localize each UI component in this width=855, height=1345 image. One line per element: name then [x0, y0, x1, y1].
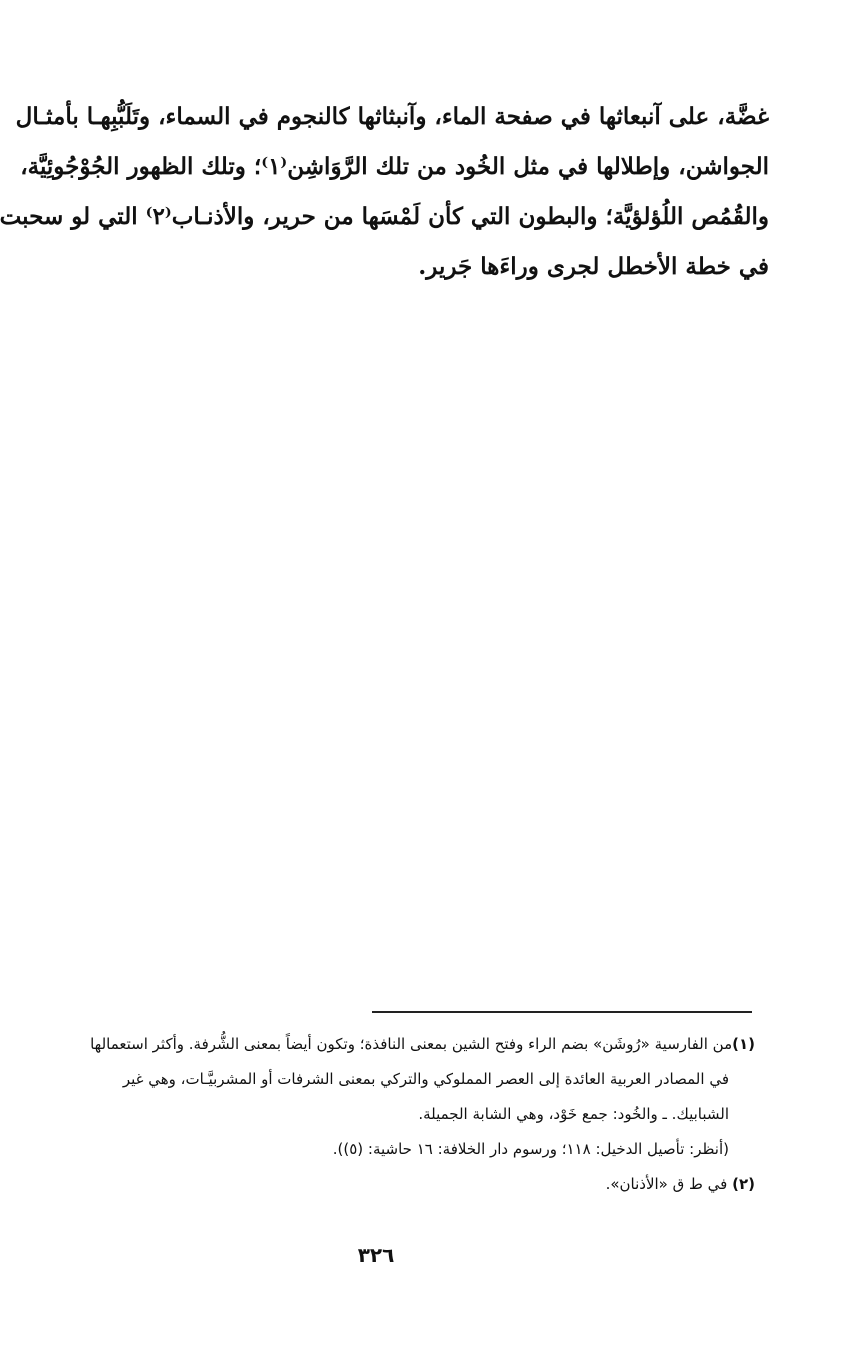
footnote-2-text: في ط ق «الأذنان». — [605, 1175, 728, 1193]
footnote-1-line-1 — [7, 1027, 755, 1062]
footnote-1-text: من الفارسية «رُوشَن» بضم الراء وفتح الشين بمعنى النافذة؛ وتكون أيضاً بمعنى الشُّرفة. وأكثر استعمالها — [90, 1035, 733, 1053]
page-number: ٣٢٦ — [357, 1243, 395, 1267]
body-line-3: والقُمُص اللُؤلؤيَّة؛ والبطون التي كأن لَمْسَها من حرير، والأذنـاب⁽٢⁾ التي لو سحبت — [0, 203, 769, 230]
footnote-1-line-3: الشبابيك. ـ والخُود: جمع خَوْد، وهي الشابة الجميلة. — [418, 1105, 729, 1123]
footnote-1-source: (أنظر: تأصيل الدخيل: ١١٨؛ ورسوم دار الخلافة: ١٦ حاشية: (٥)). — [332, 1140, 729, 1158]
footnotes — [7, 1027, 755, 1202]
footnote-separator — [372, 1011, 752, 1013]
body-line-2: الجواشن، وإطلالها في مثل الخُود من تلك الرَّوَاشِن⁽١⁾؛ وتلك الظهور الجُوْجُوئِيَّة، — [20, 153, 769, 180]
body-line-1: غضَّة، على آنبعاثها في صفحة الماء، وآنبثاثها كالنجوم في السماء، وتَلَبُّبِهـا بأمثـال — [15, 103, 769, 130]
footnote-2-number: (٢) — [732, 1175, 755, 1193]
footnote-2 — [7, 1167, 755, 1202]
body-paragraph — [0, 92, 769, 292]
footnote-1-line-2: في المصادر العربية العائدة إلى العصر المملوكي والتركي بمعنى الشرفات أو المشربيَّـات، وهي غير — [122, 1070, 729, 1088]
body-line-4: في خطة الأخطل لجرى وراءَها جَرير. — [418, 253, 769, 280]
footnote-1-number: (١) — [732, 1035, 755, 1053]
